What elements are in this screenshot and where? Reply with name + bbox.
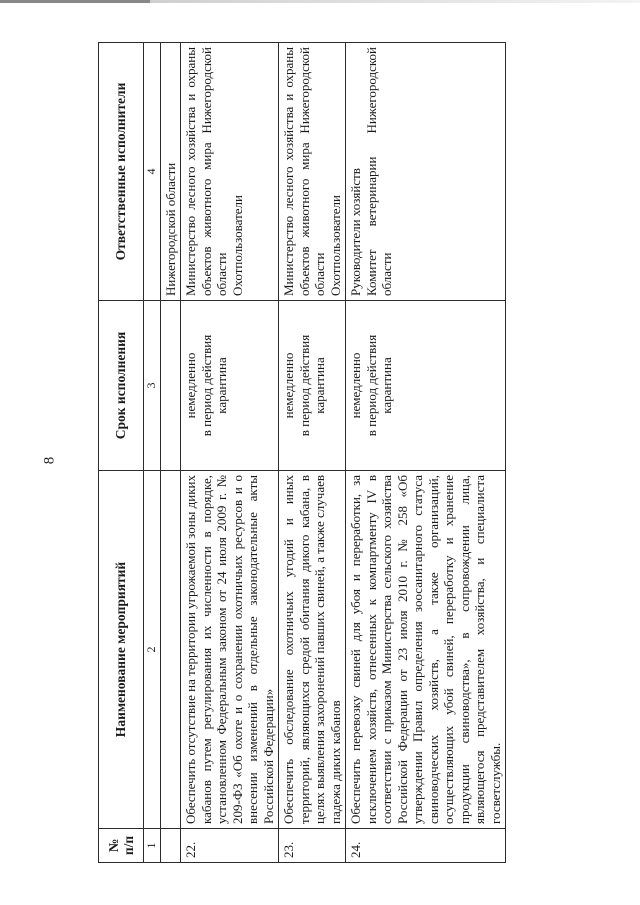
deadline-line: карантина	[214, 357, 229, 414]
responsible-cell	[181, 43, 279, 301]
row-number: 23.	[279, 829, 346, 863]
responsible-line: Министерство лесного хозяйства и охраны объектов животного мира Нижегородской области	[281, 47, 327, 296]
table-row	[181, 43, 279, 863]
deadline-line: в период действия	[198, 334, 214, 437]
deadline-cell	[279, 301, 346, 471]
table-row	[279, 43, 346, 863]
header-num: № п/п	[99, 829, 144, 863]
header-responsible: Ответственные исполнители	[99, 43, 144, 301]
deadline-line: в период действия	[363, 334, 379, 437]
measure-description: Обеспечить перевозку свиней для убоя и переработки, за исключением хозяйств, отнесенных к компартменту IV в соответствии с приказом Министерства сельского хозяйства Российской Федерации от 23 июля 2010 г. № 258 «Об утверждении Правил определения зоосанитарного статуса свиноводческих хозяйств, а также организаций, осуществляющих убой свиней, переработку и хранение продукции свиноводства», в сопровождении лица, являющегося представителем хозяйства, и специалиста госветслужбы.	[346, 471, 506, 829]
deadline-line: в период действия	[296, 334, 312, 437]
continuation-responsible: Нижегородской области	[160, 43, 181, 301]
deadline-line: немедленно	[281, 352, 296, 419]
deadline-line: немедленно	[348, 352, 363, 419]
scan-edge	[0, 0, 640, 3]
header-deadline: Срок исполнения	[99, 301, 144, 471]
row-number: 22.	[181, 829, 279, 863]
deadline-line: карантина	[379, 357, 394, 414]
responsible-cell	[346, 43, 506, 301]
responsible-cell	[279, 43, 346, 301]
responsible-line: Охотпользователи	[229, 195, 245, 296]
column-index-row	[144, 43, 161, 863]
measure-description: Обеспечить отсутствие на территории угрожаемой зоны диких кабанов путем регулирования их численности в порядке, установленном Федеральным законом от 24 июля 2009 г. № 209-ФЗ «Об охоте и о сохранении охотничьих ресурсов и о внесении изменений в отдельные законодательные акты Российской Федерации»	[181, 471, 279, 829]
column-index: 2	[144, 471, 161, 829]
column-index: 4	[144, 43, 161, 301]
column-index: 3	[144, 301, 161, 471]
deadline-line: карантина	[312, 357, 327, 414]
deadline-line: немедленно	[183, 352, 198, 419]
measure-description: Обеспечить обследование охотничьих угодий и иных территорий, являющихся средой обитания дикого кабана, в целях выявления захоронений павших свиней, а также случаев падежа диких кабанов	[279, 471, 346, 829]
responsible-line: Комитет ветеринарии Нижегородской области	[363, 47, 394, 296]
column-index: 1	[144, 829, 161, 863]
table-row	[346, 43, 506, 863]
row-number: 24.	[346, 829, 506, 863]
rotated-table-stage	[98, 43, 618, 863]
responsible-line: Охотпользователи	[327, 195, 343, 296]
responsible-line: Руководители хозяйств	[348, 168, 363, 296]
header-row	[99, 43, 144, 863]
deadline-cell	[181, 301, 279, 471]
header-name: Наименование мероприятий	[99, 471, 144, 829]
page-number: 8	[41, 456, 58, 465]
deadline-cell	[346, 301, 506, 471]
measures-table	[98, 42, 506, 863]
responsible-line: Министерство лесного хозяйства и охраны объектов животного мира Нижегородской области	[183, 47, 229, 296]
continuation-row	[160, 43, 181, 863]
